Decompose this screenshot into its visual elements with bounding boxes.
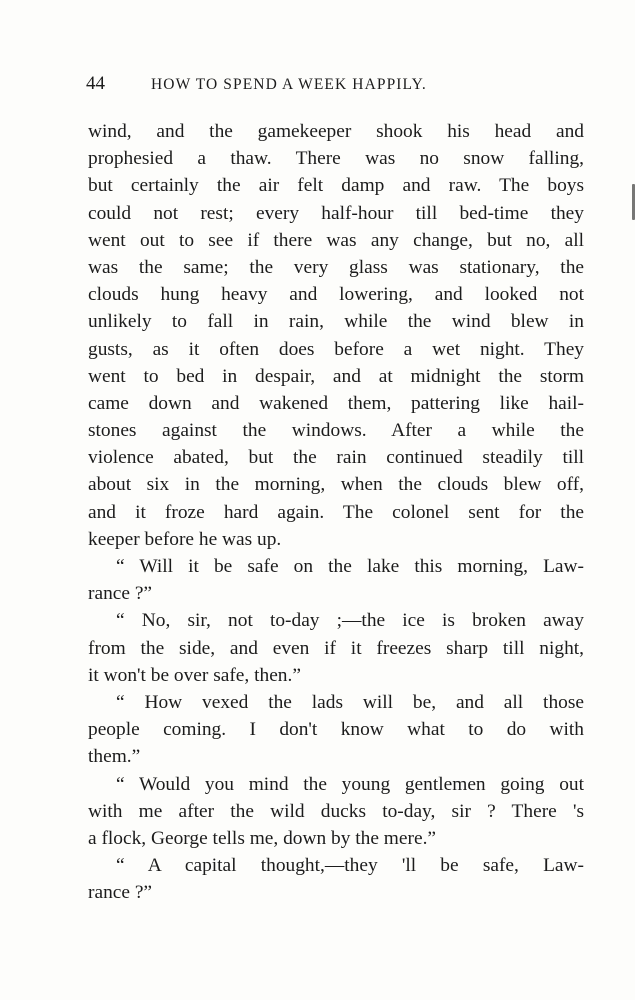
text-line: “ Will it be safe on the lake this morning, Law- xyxy=(116,556,584,577)
text-line: stones against the windows. After a while the xyxy=(88,420,584,442)
running-title: HOW TO SPEND A WEEK HAPPILY. xyxy=(151,76,427,93)
text-line: prophesied a thaw. There was no snow falling, xyxy=(88,148,584,170)
text-line: it won't be over safe, then.” xyxy=(88,664,301,686)
text-line: unlikely to fall in rain, while the wind blew in xyxy=(88,311,584,333)
page-number: 44 xyxy=(86,73,105,94)
text-line: keeper before he was up. xyxy=(88,528,282,550)
text-line: rance ?” xyxy=(88,882,153,904)
text-line: violence abated, but the rain continued steadily till xyxy=(88,447,584,469)
text-line: and it froze hard again. The colonel sent for the xyxy=(88,501,584,523)
text-line: rance ?” xyxy=(88,583,153,605)
body-text xyxy=(88,118,584,906)
text-line: went out to see if there was any change, but no, all xyxy=(88,229,584,251)
text-line: gusts, as it often does before a wet night. They xyxy=(88,338,584,360)
text-line: them.” xyxy=(88,746,141,768)
text-line: “ How vexed the lads will be, and all those xyxy=(116,691,584,713)
text-line: a flock, George tells me, down by the mere.” xyxy=(88,827,437,849)
text-line: from the side, and even if it freezes sharp till night, xyxy=(88,637,584,659)
text-line: went to bed in despair, and at midnight the storm xyxy=(88,365,584,387)
text-line: was the same; the very glass was stationary, the xyxy=(88,256,584,278)
text-line: could not rest; every half-hour till bed-time they xyxy=(88,202,584,224)
text-line: about six in the morning, when the clouds blew off, xyxy=(88,474,584,496)
text-line: wind, and the gamekeeper shook his head and xyxy=(88,121,584,142)
text-line: “ No, sir, not to-day ;—the ice is broken away xyxy=(116,610,584,632)
text-line: “ A capital thought,—they 'll be safe, Law- xyxy=(116,855,584,877)
text-line: came down and wakened them, pattering like hail- xyxy=(88,392,584,414)
running-head xyxy=(86,73,512,99)
text-line: but certainly the air felt damp and raw. The boys xyxy=(88,175,584,197)
text-line: with me after the wild ducks to-day, sir ? There 's xyxy=(88,800,584,822)
text-line: people coming. I don't know what to do with xyxy=(88,719,584,741)
text-line: clouds hung heavy and lowering, and looked not xyxy=(88,284,584,306)
text-line: “ Would you mind the young gentlemen going out xyxy=(116,773,584,795)
